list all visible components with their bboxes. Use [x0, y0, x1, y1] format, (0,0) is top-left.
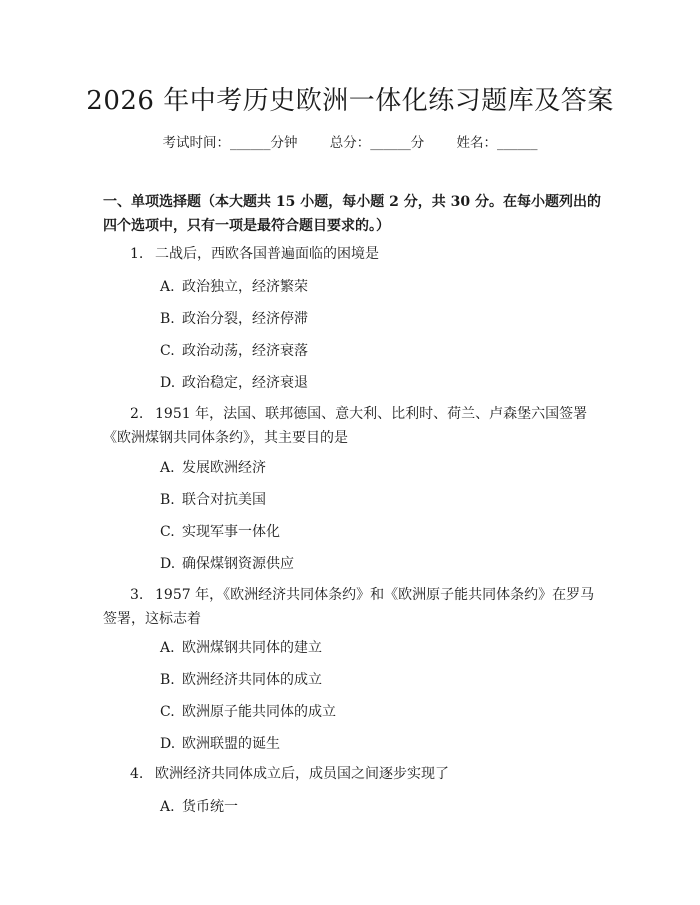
option-letter: A. [160, 279, 175, 295]
section-heading: 一、单项选择题（本大题共 15 小题，每小题 2 分，共 30 分。在每小题列出的四个选项中，只有一项是最符合题目要求的。） [103, 194, 601, 234]
option-letter: D. [160, 375, 176, 391]
option-text: 欧洲原子能共同体的成立 [182, 704, 336, 720]
option-2b [160, 489, 266, 509]
option-text: 确保煤钢资源供应 [182, 556, 294, 572]
option-letter: D. [160, 736, 176, 752]
question-number: 3. [130, 587, 144, 603]
option-text: 欧洲经济共同体的成立 [182, 672, 322, 688]
question-stem: 欧洲经济共同体成立后，成员国之间逐步实现了 [155, 766, 449, 782]
option-4a [160, 796, 238, 816]
option-letter: C. [160, 343, 175, 359]
question-stem: 1957 年，《欧洲经济共同体条约》和《欧洲原子能共同体条约》在罗马签署，这标志着 [103, 587, 595, 627]
question-number: 1. [130, 246, 144, 262]
question-1 [103, 242, 603, 266]
question-number: 4. [130, 766, 144, 782]
option-1a [160, 276, 308, 296]
option-letter: C. [160, 704, 175, 720]
exam-meta [0, 131, 700, 151]
question-2 [103, 402, 603, 450]
option-2a [160, 457, 266, 477]
option-1c [160, 340, 308, 360]
option-3d [160, 733, 280, 753]
option-3c [160, 701, 336, 721]
option-2d [160, 553, 294, 573]
student-name-field: 姓名：______ [456, 135, 538, 151]
question-4 [103, 762, 603, 786]
page-title: 2026 年中考历史欧洲一体化练习题库及答案 [86, 86, 614, 116]
option-text: 实现军事一体化 [182, 524, 280, 540]
option-text: 政治动荡，经济衰落 [182, 343, 308, 359]
option-2c [160, 521, 280, 541]
question-stem: 二战后，西欧各国普遍面临的困境是 [155, 246, 379, 262]
question-number: 2. [130, 406, 144, 422]
option-letter: B. [160, 311, 175, 327]
question-stem: 1951 年，法国、联邦德国、意大利、比利时、荷兰、卢森堡六国签署《欧洲煤钢共同体条约》，其主要目的是 [103, 406, 588, 446]
option-letter: D. [160, 556, 176, 572]
option-letter: A. [160, 640, 175, 656]
option-text: 发展欧洲经济 [182, 460, 266, 476]
option-3b [160, 669, 322, 689]
option-text: 货币统一 [182, 799, 238, 815]
option-text: 欧洲煤钢共同体的建立 [182, 640, 322, 656]
exam-time-field: 考试时间：______分钟 [162, 135, 298, 151]
option-letter: A. [160, 799, 175, 815]
option-letter: A. [160, 460, 175, 476]
option-letter: C. [160, 524, 175, 540]
option-1b [160, 308, 308, 328]
option-text: 政治稳定，经济衰退 [182, 375, 308, 391]
option-text: 政治分裂，经济停滞 [182, 311, 308, 327]
total-score-field: 总分：______分 [329, 135, 425, 151]
option-letter: B. [160, 672, 175, 688]
option-letter: B. [160, 492, 175, 508]
option-3a [160, 637, 322, 657]
option-text: 联合对抗美国 [182, 492, 266, 508]
question-3 [103, 583, 603, 631]
option-text: 欧洲联盟的诞生 [182, 736, 280, 752]
option-1d [160, 372, 308, 392]
option-text: 政治独立，经济繁荣 [182, 279, 308, 295]
